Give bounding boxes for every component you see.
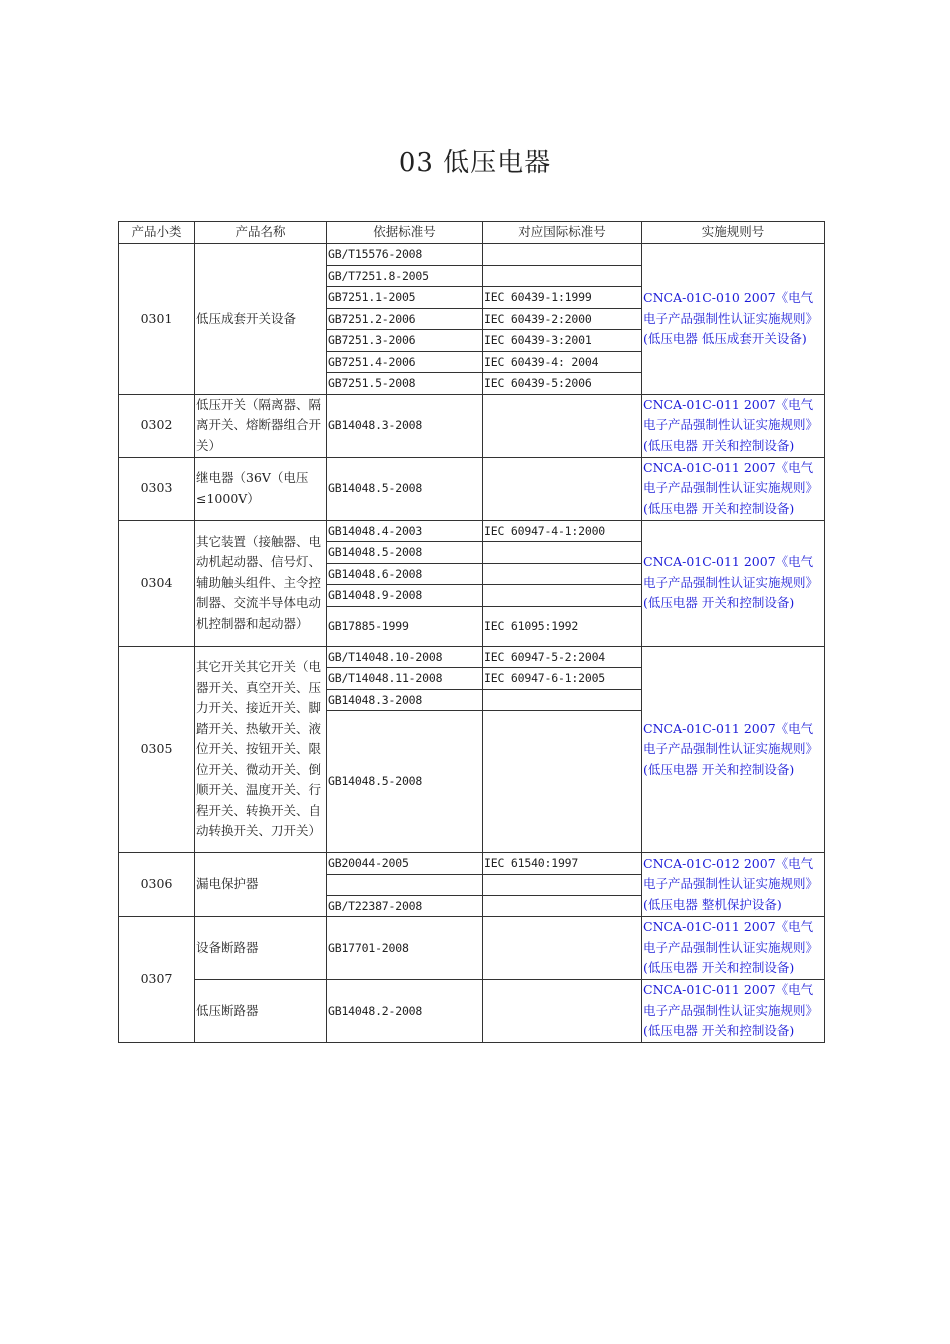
table-row — [119, 646, 825, 668]
intl-standard-number: IEC 61095:1992 — [483, 606, 642, 646]
standards-table — [118, 221, 825, 1043]
standard-number: GB7251.2-2006 — [327, 308, 483, 330]
rule-link[interactable]: CNCA-01C-011 2007《电气电子产品强制性认证实施规则》(低压电器 开关和控制设备) — [642, 980, 825, 1043]
standard-number: GB14048.5-2008 — [327, 457, 483, 520]
standard-number: GB14048.4-2003 — [327, 520, 483, 542]
rule-link[interactable]: CNCA-01C-011 2007《电气电子产品强制性认证实施规则》(低压电器 开关和控制设备) — [642, 520, 825, 646]
intl-standard-number: IEC 60439-5:2006 — [483, 373, 642, 395]
table-row — [119, 980, 825, 1043]
subclass-code: 0303 — [119, 457, 195, 520]
standard-number: GB/T7251.8-2005 — [327, 265, 483, 287]
header-standard: 依据标准号 — [327, 222, 483, 244]
intl-standard-number: IEC 60439-4: 2004 — [483, 351, 642, 373]
subclass-code: 0306 — [119, 853, 195, 917]
intl-standard-number — [483, 265, 642, 287]
intl-standard-number — [483, 711, 642, 853]
standard-number: GB14048.6-2008 — [327, 563, 483, 585]
intl-standard-number — [483, 917, 642, 980]
standard-number: GB14048.3-2008 — [327, 394, 483, 457]
intl-standard-number — [483, 980, 642, 1043]
header-row — [119, 222, 825, 244]
subclass-code: 0305 — [119, 646, 195, 853]
intl-standard-number — [483, 874, 642, 895]
product-name: 其它装置（接触器、电动机起动器、信号灯、辅助触头组件、主令控制器、交流半导体电动机控制器和起动器） — [195, 520, 327, 646]
table-row — [119, 394, 825, 457]
header-rule: 实施规则号 — [642, 222, 825, 244]
standard-number: GB14048.5-2008 — [327, 711, 483, 853]
subclass-code: 0307 — [119, 917, 195, 1043]
standard-number: GB14048.2-2008 — [327, 980, 483, 1043]
subclass-code: 0302 — [119, 394, 195, 457]
intl-standard-number: IEC 60439-2:2000 — [483, 308, 642, 330]
product-name: 低压断路器 — [195, 980, 327, 1043]
standard-number: GB7251.3-2006 — [327, 330, 483, 352]
header-intl-standard: 对应国际标准号 — [483, 222, 642, 244]
page-title: 03 低压电器 — [398, 148, 552, 178]
product-name: 漏电保护器 — [195, 853, 327, 917]
rule-link[interactable]: CNCA-01C-012 2007《电气电子产品强制性认证实施规则》(低压电器 整机保护设备) — [642, 853, 825, 917]
table-row — [119, 457, 825, 520]
standard-number: GB/T15576-2008 — [327, 244, 483, 266]
rule-link[interactable]: CNCA-01C-011 2007《电气电子产品强制性认证实施规则》(低压电器 开关和控制设备) — [642, 917, 825, 980]
standard-number: GB17701-2008 — [327, 917, 483, 980]
intl-standard-number — [483, 244, 642, 266]
header-product-name: 产品名称 — [195, 222, 327, 244]
intl-standard-number — [483, 542, 642, 564]
intl-standard-number: IEC 60439-1:1999 — [483, 287, 642, 309]
product-name: 低压成套开关设备 — [195, 244, 327, 395]
intl-standard-number — [483, 689, 642, 711]
standard-number: GB14048.3-2008 — [327, 689, 483, 711]
standard-number: GB/T14048.11-2008 — [327, 668, 483, 690]
standard-number: GB/T14048.10-2008 — [327, 646, 483, 668]
intl-standard-number — [483, 563, 642, 585]
standard-number: GB7251.4-2006 — [327, 351, 483, 373]
table-row — [119, 917, 825, 980]
intl-standard-number: IEC 60947-4-1:2000 — [483, 520, 642, 542]
standard-number: GB/T22387-2008 — [327, 895, 483, 917]
product-name: 其它开关其它开关（电器开关、真空开关、压力开关、接近开关、脚踏开关、热敏开关、液位开关、按钮开关、限位开关、微动开关、倒顺开关、温度开关、行程开关、转换开关、自动转换开关、刀开关） — [195, 646, 327, 853]
header-subclass: 产品小类 — [119, 222, 195, 244]
rule-link[interactable]: CNCA-01C-010 2007《电气电子产品强制性认证实施规则》(低压电器 低压成套开关设备) — [642, 244, 825, 395]
subclass-code: 0301 — [119, 244, 195, 395]
standard-number: GB7251.5-2008 — [327, 373, 483, 395]
standard-number: GB14048.5-2008 — [327, 542, 483, 564]
subclass-code: 0304 — [119, 520, 195, 646]
rule-link[interactable]: CNCA-01C-011 2007《电气电子产品强制性认证实施规则》(低压电器 开关和控制设备) — [642, 394, 825, 457]
table-row — [119, 520, 825, 542]
intl-standard-number — [483, 394, 642, 457]
intl-standard-number: IEC 60439-3:2001 — [483, 330, 642, 352]
intl-standard-number: IEC 60947-5-2:2004 — [483, 646, 642, 668]
intl-standard-number — [483, 585, 642, 607]
intl-standard-number: IEC 60947-6-1:2005 — [483, 668, 642, 690]
standard-number: GB7251.1-2005 — [327, 287, 483, 309]
intl-standard-number — [483, 895, 642, 917]
product-name: 设备断路器 — [195, 917, 327, 980]
product-name: 低压开关（隔离器、隔离开关、熔断器组合开关） — [195, 394, 327, 457]
standard-number: GB17885-1999 — [327, 606, 483, 646]
standard-number: GB20044-2005 — [327, 853, 483, 875]
product-name: 继电器（36V（电压≤1000V） — [195, 457, 327, 520]
intl-standard-number: IEC 61540:1997 — [483, 853, 642, 875]
standard-number — [327, 874, 483, 895]
rule-link[interactable]: CNCA-01C-011 2007《电气电子产品强制性认证实施规则》(低压电器 开关和控制设备) — [642, 646, 825, 853]
table-row — [119, 244, 825, 266]
table-row — [119, 853, 825, 875]
rule-link[interactable]: CNCA-01C-011 2007《电气电子产品强制性认证实施规则》(低压电器 开关和控制设备) — [642, 457, 825, 520]
intl-standard-number — [483, 457, 642, 520]
standard-number: GB14048.9-2008 — [327, 585, 483, 607]
